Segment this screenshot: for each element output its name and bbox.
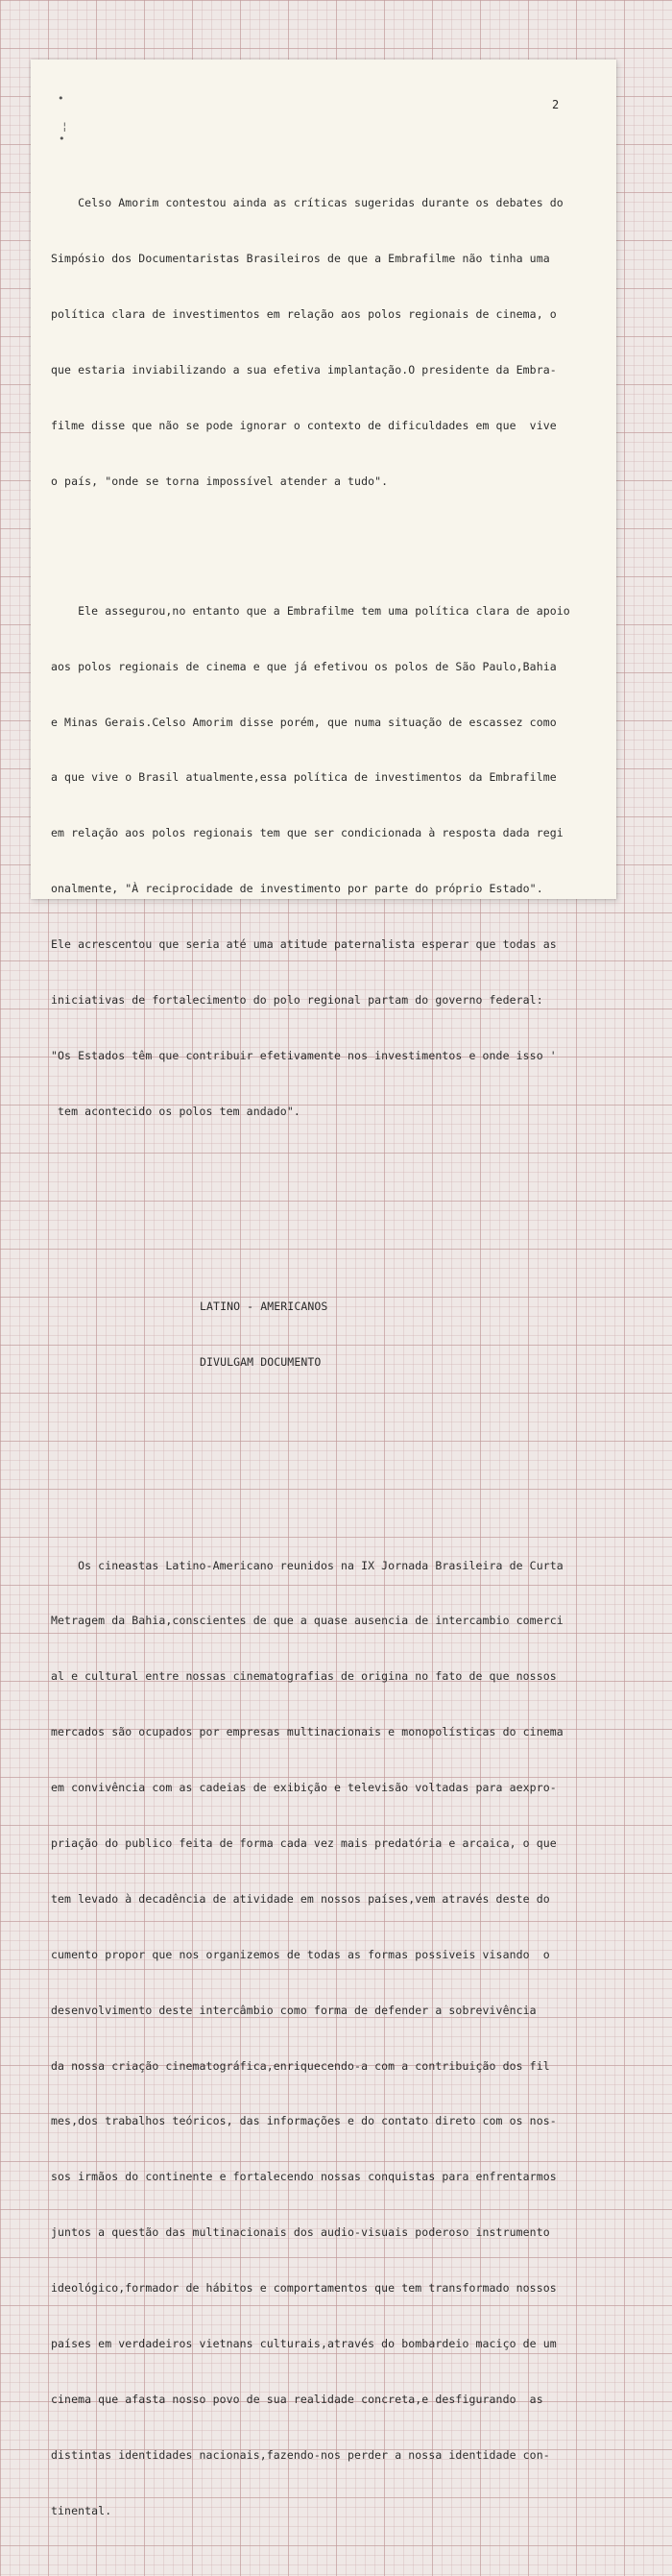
margin-mark: • — [59, 133, 65, 145]
paragraph-1 — [51, 158, 588, 528]
margin-mark: ¦ — [61, 120, 68, 133]
text-line: desenvolvimento deste intercâmbio como forma de defender a sobrevivência — [51, 2003, 537, 2017]
text-line: ideológico,formador de hábitos e comportamentos que tem transformado nossos — [51, 2281, 557, 2296]
text-line: da nossa criação cinematográfica,enriquecendo-a com a contribuição dos fil — [51, 2058, 550, 2073]
text-line: em convivência com as cadeias de exibição e televisão voltadas para aexpro- — [51, 1781, 557, 1795]
page-number: 2 — [552, 98, 560, 111]
text-line: cinema que afasta nosso povo de sua realidade concreta,e desfigurando as — [51, 2392, 543, 2406]
text-line: aos polos regionais de cinema e que já efetivou os polos de São Paulo,Bahia — [51, 659, 557, 673]
text-line: distintas identidades nacionais,fazendo-nos perder a nossa identidade con- — [51, 2447, 550, 2462]
text-line: política clara de investimentos em relação aos polos regionais de cinema, o — [51, 306, 557, 321]
text-line: em relação aos polos regionais tem que ser condicionada à resposta dada regi — [51, 826, 564, 840]
headline-line: DIVULGAM DOCUMENTO — [200, 1354, 322, 1369]
margin-mark: • — [58, 92, 64, 105]
text-line: Ele assegurou,no entanto que a Embrafilme tem uma política clara de apoio — [51, 603, 570, 618]
text-line: filme disse que não se pode ignorar o contexto de dificuldades em que vive — [51, 418, 557, 432]
text-line: Celso Amorim contestou ainda as críticas sugeridas durante os debates do — [51, 196, 564, 210]
text-line: Ele acrescentou que seria até uma atitude paternalista esperar que todas as — [51, 937, 557, 952]
text-line: Os cineastas Latino-Americano reunidos na IX Jornada Brasileira de Curta — [51, 1558, 564, 1572]
text-line: que estaria inviabilizando a sua efetiva implantação.O presidente da Embra- — [51, 362, 557, 377]
paragraph-3 — [51, 1519, 588, 2558]
text-line: mercados são ocupados por empresas multinacionais e monopolísticas do cinema — [51, 1725, 564, 1739]
text-line: países em verdadeiros vietnans culturais,através do bombardeio maciço de um — [51, 2337, 557, 2351]
text-line: Metragem da Bahia,conscientes de que a quase ausencia de intercambio comerci — [51, 1614, 564, 1628]
text-line: tem acontecido os polos tem andado". — [51, 1104, 300, 1118]
text-line: priação do publico feita de forma cada vez mais predatória e arcaica, o que — [51, 1836, 557, 1851]
text-line: sos irmãos do continente e fortalecendo nossas conquistas para enfrentarmos — [51, 2170, 557, 2184]
text-line: a que vive o Brasil atualmente,essa política de investimentos da Embrafilme — [51, 770, 557, 785]
text-line: tinental. — [51, 2503, 112, 2517]
text-line: e Minas Gerais.Celso Amorim disse porém, que numa situação de escassez como — [51, 715, 557, 729]
text-line: "Os Estados têm que contribuir efetivamente nos investimentos e onde isso ' — [51, 1048, 557, 1062]
text-line: al e cultural entre nossas cinematografias de origina no fato de que nossos — [51, 1669, 557, 1684]
text-line: juntos a questão das multinacionais dos audio-visuais poderoso instrumento — [51, 2225, 550, 2240]
text-line: onalmente, "À reciprocidade de investimento por parte do próprio Estado". — [51, 882, 543, 896]
text-line: o país, "onde se torna impossível atender a tudo". — [51, 474, 389, 488]
text-line: mes,dos trabalhos teóricos, das informações e do contato direto com os nos- — [51, 2114, 557, 2128]
headline — [51, 1260, 588, 1408]
paragraph-2 — [51, 565, 588, 1158]
document-text — [51, 120, 588, 2576]
text-line: Simpósio dos Documentaristas Brasileiros de que a Embrafilme não tinha uma — [51, 252, 550, 266]
headline-line: LATINO - AMERICANOS — [200, 1299, 328, 1313]
text-line: cumento propor que nos organizemos de todas as formas possiveis visando o — [51, 1947, 550, 1961]
text-line: tem levado à decadência de atividade em nossos países,vem através deste do — [51, 1891, 550, 1906]
text-line: iniciativas de fortalecimento do polo regional partam do governo federal: — [51, 992, 543, 1007]
